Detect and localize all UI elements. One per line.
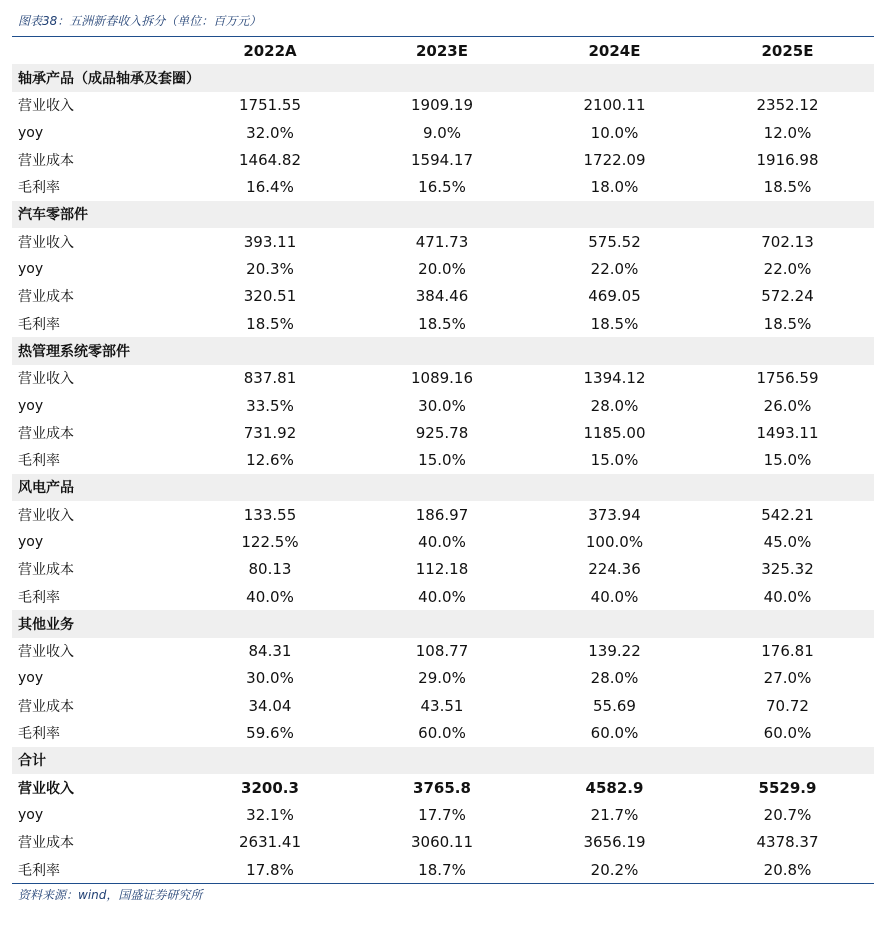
value-cell: 133.55 xyxy=(243,505,297,524)
value-cell: 4582.9 xyxy=(585,778,644,797)
value-cell: 84.31 xyxy=(248,642,292,661)
table-row xyxy=(12,92,874,119)
value-cell: 108.77 xyxy=(415,642,469,661)
value-cell: 3200.3 xyxy=(241,778,299,797)
value-cell: 572.24 xyxy=(761,287,814,306)
section-title: 热管理系统零部件 xyxy=(12,337,874,364)
row-label: yoy xyxy=(18,533,44,550)
value-cell: 139.22 xyxy=(588,642,641,661)
row-label: 营业收入 xyxy=(18,507,74,524)
row-label: 营业成本 xyxy=(18,698,74,715)
header-cell-2022a: 2022A xyxy=(243,41,297,60)
row-label: 营业成本 xyxy=(18,289,74,306)
value-cell: 2631.41 xyxy=(238,833,302,852)
table-row xyxy=(12,528,874,555)
table-row xyxy=(12,665,874,692)
value-cell: 30.0% xyxy=(246,669,294,688)
value-cell: 1185.00 xyxy=(583,423,646,442)
row-label: yoy xyxy=(18,670,44,687)
value-cell: 837.81 xyxy=(243,369,297,388)
table-row xyxy=(12,719,874,746)
header-cell-2023e: 2023E xyxy=(416,41,468,60)
value-cell: 18.5% xyxy=(418,314,466,333)
value-cell: 40.0% xyxy=(246,587,294,606)
value-cell: 17.8% xyxy=(246,860,294,879)
table-bottom-rule xyxy=(12,883,874,884)
table-row xyxy=(12,365,874,392)
value-cell: 12.6% xyxy=(246,451,294,470)
value-cell: 40.0% xyxy=(418,587,466,606)
table-row xyxy=(12,638,874,665)
section-title: 其他业务 xyxy=(12,610,874,637)
row-label: 营业成本 xyxy=(18,562,74,579)
header-cell-2025e: 2025E xyxy=(761,41,814,60)
value-cell: 18.5% xyxy=(590,314,639,333)
section-title: 合计 xyxy=(12,747,874,774)
value-cell: 112.18 xyxy=(415,560,469,579)
table-row xyxy=(12,119,874,146)
table-row xyxy=(12,310,874,337)
figure-title: 图表38：五洲新春收入拆分（单位：百万元） xyxy=(18,14,262,28)
value-cell: 40.0% xyxy=(418,532,466,551)
value-cell: 1394.12 xyxy=(583,369,646,388)
value-cell: 5529.9 xyxy=(758,778,817,797)
section-row xyxy=(12,337,874,364)
row-label: 营业收入 xyxy=(18,371,74,388)
value-cell: 1722.09 xyxy=(583,150,646,169)
header-row xyxy=(12,37,874,64)
table-row xyxy=(12,283,874,310)
value-cell: 1089.16 xyxy=(410,369,474,388)
value-cell: 60.0% xyxy=(590,724,639,743)
section-row xyxy=(12,201,874,228)
value-cell: 27.0% xyxy=(763,669,812,688)
value-cell: 9.0% xyxy=(422,123,462,142)
section-title: 轴承产品（成品轴承及套圈） xyxy=(12,64,874,91)
row-label: 毛利率 xyxy=(18,453,60,470)
value-cell: 12.0% xyxy=(763,123,812,142)
section-title: 风电产品 xyxy=(12,474,874,501)
value-cell: 30.0% xyxy=(418,396,466,415)
value-cell: 3765.8 xyxy=(413,778,471,797)
row-label: 毛利率 xyxy=(18,862,60,879)
value-cell: 100.0% xyxy=(585,532,644,551)
value-cell: 731.92 xyxy=(243,423,297,442)
value-cell: 29.0% xyxy=(418,669,466,688)
value-cell: 925.78 xyxy=(415,423,469,442)
value-cell: 20.2% xyxy=(590,860,639,879)
table-row xyxy=(12,392,874,419)
value-cell: 320.51 xyxy=(243,287,297,306)
value-cell: 384.46 xyxy=(415,287,469,306)
value-cell: 3060.11 xyxy=(410,833,474,852)
value-cell: 15.0% xyxy=(763,451,812,470)
row-label: 营业成本 xyxy=(18,835,74,852)
section-title: 汽车零部件 xyxy=(12,201,874,228)
value-cell: 702.13 xyxy=(761,232,814,251)
value-cell: 17.7% xyxy=(418,805,466,824)
value-cell: 21.7% xyxy=(590,805,639,824)
revenue-breakdown-table xyxy=(12,37,874,883)
value-cell: 18.5% xyxy=(763,314,812,333)
value-cell: 22.0% xyxy=(763,260,812,279)
value-cell: 2100.11 xyxy=(583,96,646,115)
value-cell: 60.0% xyxy=(763,724,812,743)
table-row xyxy=(12,692,874,719)
table-row xyxy=(12,446,874,473)
value-cell: 4378.37 xyxy=(756,833,819,852)
section-row xyxy=(12,474,874,501)
value-cell: 20.0% xyxy=(418,260,466,279)
table-row xyxy=(12,419,874,446)
value-cell: 18.7% xyxy=(418,860,466,879)
value-cell: 16.4% xyxy=(246,178,294,197)
value-cell: 20.7% xyxy=(763,805,812,824)
table-row xyxy=(12,501,874,528)
value-cell: 373.94 xyxy=(588,505,641,524)
table-row xyxy=(12,228,874,255)
value-cell: 1756.59 xyxy=(756,369,819,388)
table-row xyxy=(12,583,874,610)
value-cell: 34.04 xyxy=(248,696,292,715)
value-cell: 224.36 xyxy=(588,560,641,579)
table-row xyxy=(12,801,874,828)
table-row xyxy=(12,774,874,801)
table-row xyxy=(12,146,874,173)
value-cell: 469.05 xyxy=(588,287,641,306)
row-label: 营业收入 xyxy=(18,98,74,115)
value-cell: 15.0% xyxy=(418,451,466,470)
row-label: yoy xyxy=(18,806,44,823)
value-cell: 28.0% xyxy=(590,669,639,688)
header-cell-2024e: 2024E xyxy=(588,41,641,60)
value-cell: 16.5% xyxy=(418,178,466,197)
table-row xyxy=(12,173,874,200)
table-body xyxy=(12,64,874,883)
row-label: 营业收入 xyxy=(18,234,74,251)
value-cell: 18.0% xyxy=(590,178,639,197)
source-note: 资料来源：wind，国盛证券研究所 xyxy=(18,888,203,902)
value-cell: 40.0% xyxy=(763,587,812,606)
section-row xyxy=(12,64,874,91)
value-cell: 55.69 xyxy=(593,696,636,715)
value-cell: 1464.82 xyxy=(238,150,302,169)
value-cell: 10.0% xyxy=(590,123,639,142)
value-cell: 18.5% xyxy=(246,314,294,333)
row-label: yoy xyxy=(18,124,44,141)
value-cell: 33.5% xyxy=(246,396,294,415)
value-cell: 59.6% xyxy=(246,724,294,743)
value-cell: 1493.11 xyxy=(756,423,819,442)
value-cell: 471.73 xyxy=(415,232,469,251)
section-row xyxy=(12,747,874,774)
row-label: 毛利率 xyxy=(18,726,60,743)
row-label: 营业成本 xyxy=(18,425,74,442)
value-cell: 542.21 xyxy=(761,505,814,524)
value-cell: 28.0% xyxy=(590,396,639,415)
value-cell: 1751.55 xyxy=(238,96,302,115)
value-cell: 122.5% xyxy=(241,532,299,551)
value-cell: 575.52 xyxy=(588,232,641,251)
header-cell-label xyxy=(12,37,184,64)
value-cell: 18.5% xyxy=(763,178,812,197)
value-cell: 1916.98 xyxy=(756,150,819,169)
row-label: 毛利率 xyxy=(18,589,60,606)
value-cell: 43.51 xyxy=(420,696,464,715)
value-cell: 20.8% xyxy=(763,860,812,879)
row-label: 毛利率 xyxy=(18,316,60,333)
value-cell: 393.11 xyxy=(243,232,297,251)
value-cell: 22.0% xyxy=(590,260,639,279)
value-cell: 70.72 xyxy=(766,696,809,715)
row-label: 营业收入 xyxy=(18,780,74,797)
value-cell: 40.0% xyxy=(590,587,639,606)
value-cell: 32.1% xyxy=(246,805,294,824)
section-row xyxy=(12,610,874,637)
value-cell: 186.97 xyxy=(415,505,469,524)
value-cell: 1594.17 xyxy=(410,150,474,169)
value-cell: 3656.19 xyxy=(583,833,646,852)
value-cell: 80.13 xyxy=(248,560,292,579)
row-label: yoy xyxy=(18,261,44,278)
row-label: 营业收入 xyxy=(18,644,74,661)
table-row xyxy=(12,829,874,856)
table-row xyxy=(12,856,874,883)
value-cell: 45.0% xyxy=(763,532,812,551)
value-cell: 20.3% xyxy=(246,260,294,279)
value-cell: 26.0% xyxy=(763,396,812,415)
row-label: 营业成本 xyxy=(18,152,74,169)
value-cell: 2352.12 xyxy=(756,96,819,115)
table-row xyxy=(12,556,874,583)
table-row xyxy=(12,255,874,282)
value-cell: 325.32 xyxy=(761,560,814,579)
value-cell: 1909.19 xyxy=(410,96,474,115)
value-cell: 32.0% xyxy=(246,123,294,142)
value-cell: 60.0% xyxy=(418,724,466,743)
value-cell: 176.81 xyxy=(761,642,814,661)
row-label: yoy xyxy=(18,397,44,414)
value-cell: 15.0% xyxy=(590,451,639,470)
row-label: 毛利率 xyxy=(18,180,60,197)
